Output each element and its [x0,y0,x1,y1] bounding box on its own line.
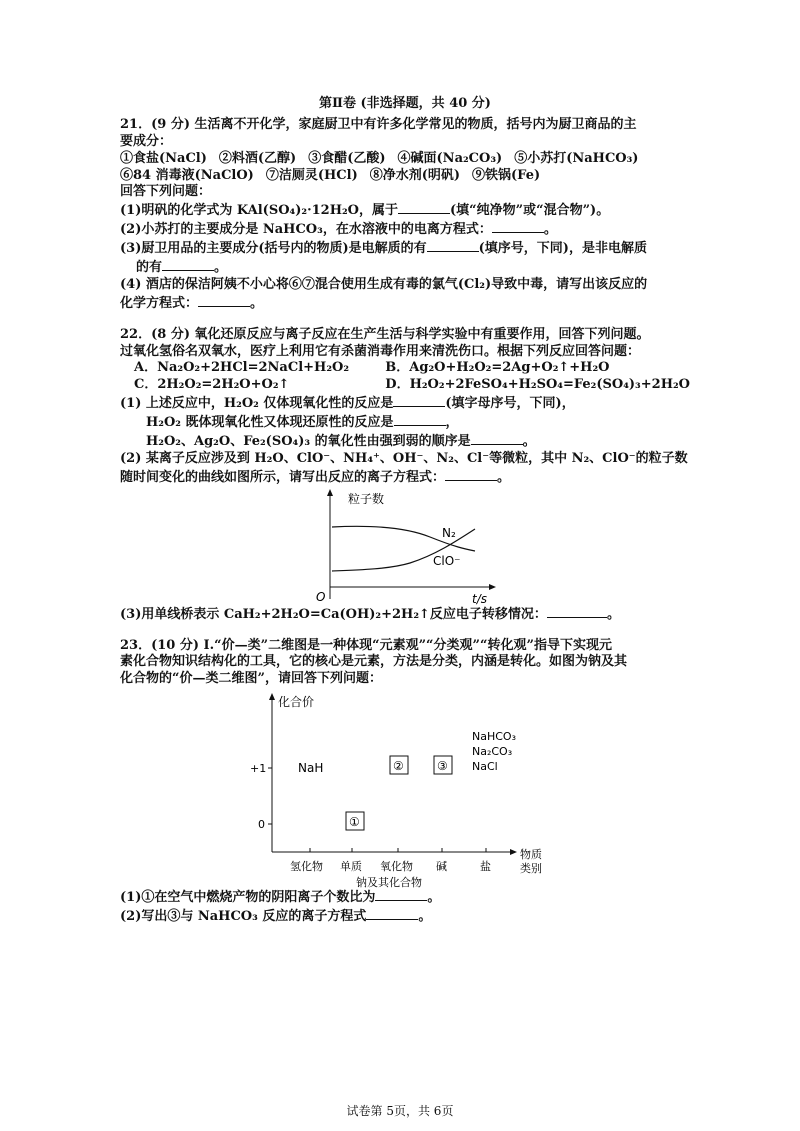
q23-intro-1: 23．(10 分) Ⅰ.“价—类”二维图是一种体现“元素观”“分类观”“转化观”指导下实现元 [120,637,612,653]
graph-n2-label: N₂ [442,525,456,540]
q22-sub-2-cont [120,468,690,487]
q21-items-row2 [120,168,690,185]
q21-s2-tail: 。 [543,222,557,238]
q23-intro-3: 化合物的“价—类二维图”，请回答下列问题： [120,671,382,687]
x-cat-hydride: 氢化物 [290,860,323,874]
section-title: 第Ⅱ卷 (非选择题，共 40 分) [319,96,491,111]
q23-s2-a: (2)写出③与 NaHCO₃ 反应的离子方程式 [120,909,367,925]
graph-xlabel: t/s [472,591,487,605]
q22-s1-c: H₂O₂ 既体现氧化性又体现还原性的反应是 [146,415,394,431]
q22-option-d: D．H₂O₂+2FeSO₄+H₂SO₄=Fe₂(SO₄)₃+2H₂O [385,377,690,393]
graph-ylabel: 粒子数 [348,491,385,506]
q22-option-c: C．2H₂O₂=2H₂O+O₂↑ [134,377,290,393]
q21-s4-c: 。 [250,295,264,311]
answer-blank[interactable] [366,907,418,920]
q23-s2-b: 。 [418,909,432,925]
q21-item: ⑧净水剂(明矾) [369,167,461,183]
question-23 [120,638,690,926]
q23-intro-2: 素化合物知识结构化的工具，它的核心是元素，方法是分类，内涵是转化。如图为钠及其 [120,654,628,670]
q22-sub-1-line2 [120,413,690,432]
answer-blank[interactable] [445,468,497,481]
answer-blank[interactable] [162,258,214,271]
valence-class-chart [120,688,690,888]
q21-sub-3 [120,239,690,258]
q21-sub-4-cont [120,294,690,313]
q21-sub-3-cont [120,258,690,277]
chart-caption: 钠及其化合物 [356,876,422,889]
x-cat-salt: 盐 [480,860,491,874]
q21-s4-b: 化学方程式： [120,295,199,311]
chart-xlabel-2: 类别 [520,862,542,876]
q21-item: ⑨铁锅(Fe) [472,167,541,183]
y-axis-arrow [269,693,275,700]
particle-graph-svg [120,487,690,605]
q22-option-b: B．Ag₂O+H₂O₂=2Ag+O₂↑+H₂O [385,360,610,376]
answer-blank[interactable] [393,394,445,407]
point-nah: NaH [298,761,324,776]
q21-item: ③食醋(乙酸) [308,150,386,166]
point-box-2-label: ② [393,759,404,774]
x-axis-arrow [510,849,517,855]
y-axis-arrow [327,489,333,496]
graph-clo-label: ClO⁻ [433,553,461,568]
x-cat-base: 碱 [436,860,447,874]
q21-s3-d: 。 [214,260,228,276]
x-axis-arrow [489,584,496,590]
q22-options [120,360,690,394]
answer-blank[interactable] [492,220,544,233]
answer-blank[interactable] [427,239,479,252]
q22-intro-1: 22．(8 分) 氧化还原反应与离子反应在生产生活与科学实验中有重要作用，回答下列问题。 [120,326,650,342]
answer-blank[interactable] [394,413,446,426]
q21-sub-1 [120,201,690,220]
point-box-1-label: ① [349,815,360,830]
q21-sub-4: (4) 酒店的保洁阿姨不小心将⑥⑦混合使用生成有毒的氯气(Cl₂)导致中毒，请写出该反应的 [120,276,648,292]
q22-sub-1-line3 [120,432,690,451]
chart-ylabel: 化合价 [278,695,315,710]
q21-answer-prompt: 回答下列问题： [120,184,212,200]
q23-s1-b: 。 [427,890,441,906]
question-21 [120,117,690,313]
q22-s1-e: H₂O₂、Ag₂O、Fe₂(SO₄)₃ 的氧化性由强到弱的顺序是 [146,434,471,450]
particle-graph [120,487,690,605]
q21-s1-tail: (填“纯净物”或“混合物”)。 [450,203,610,219]
q21-intro-1: 21．(9 分) 生活离不开化学，家庭厨卫中有许多化学常见的物质，括号内为厨卫商品的主 [120,116,637,132]
q22-s1-d: ， [445,415,459,431]
q22-s3-a: (3)用单线桥表示 CaH₂+2H₂O=Ca(OH)₂+2H₂↑反应电子转移情况： [120,606,547,622]
q22-s1-a: (1) 上述反应中，H₂O₂ 仅体现氧化性的反应是 [120,396,394,412]
x-cat-element: 单质 [340,860,362,874]
q21-items-row1 [120,151,690,168]
salt-na2co3: Na₂CO₃ [472,745,513,759]
answer-blank[interactable] [198,294,250,307]
graph-origin: O [316,589,326,604]
q22-s2-b: 随时间变化的曲线如图所示，请写出反应的离子方程式： [120,469,446,485]
q21-item: ②料酒(乙醇) [218,150,297,166]
q22-s2-c: 。 [497,469,511,485]
q21-s3-text: (3)厨卫用品的主要成分(括号内的物质)是电解质的有 [120,241,427,257]
page-footer: 试卷第 5页，共 6页 [346,1104,454,1118]
answer-blank[interactable] [547,605,607,618]
q22-sub-2: (2) 某离子反应涉及到 H₂O、ClO⁻、NH₄⁺、OH⁻、N₂、Cl⁻等微粒，其中 N₂、ClO⁻的粒子数 [120,450,688,466]
q22-sub-3 [120,605,690,624]
q22-s1-b: (填字母序号，下同)， [445,396,575,412]
x-cat-oxide: 氧化物 [380,860,413,874]
q22-s1-f: 。 [522,434,536,450]
q22-s3-b: 。 [606,606,620,622]
answer-blank[interactable] [398,201,450,214]
exam-page [120,96,690,926]
answer-blank[interactable] [471,432,523,445]
q23-sub-1 [120,888,690,907]
point-box-3-label: ③ [437,759,448,774]
q21-s2-text: (2)小苏打的主要成分是 NaHCO₃，在水溶液中的电离方程式： [120,222,492,238]
valence-class-chart-svg [120,688,690,888]
answer-blank[interactable] [375,888,427,901]
q21-item: ⑥84 消毒液(NaClO) [120,167,254,183]
salt-nahco3: NaHCO₃ [472,730,516,744]
tick-plus1: +1 [250,762,267,776]
q22-option-a: A．Na₂O₂+2HCl=2NaCl+H₂O₂ [134,360,350,376]
question-22 [120,327,690,624]
q22-intro-2: 过氧化氢俗名双氧水，医疗上利用它有杀菌消毒作用来清洗伤口。根据下列反应回答问题： [120,343,641,359]
q21-item: ⑤小苏打(NaHCO₃) [514,150,639,166]
q21-sub-2 [120,220,690,239]
q23-s1-a: (1)①在空气中燃烧产物的阴阳离子个数比为 [120,890,376,906]
q21-item: ①食盐(NaCl) [120,150,207,166]
q21-item: ④碱面(Na₂CO₃) [397,150,503,166]
chart-xlabel-1: 物质 [520,848,542,862]
q22-sub-1 [120,394,690,413]
q21-s3-c: 的有 [136,260,163,276]
salt-nacl: NaCl [472,760,498,774]
q21-item: ⑦洁厕灵(HCl) [265,167,358,183]
q21-intro-2: 要成分： [120,133,173,149]
q23-sub-2 [120,907,690,926]
tick-zero: 0 [258,818,265,832]
q21-s3-mid: (填序号，下同)，是非电解质 [478,241,647,257]
q21-s1-text: (1)明矾的化学式为 KAl(SO₄)₂·12H₂O，属于 [120,203,398,219]
